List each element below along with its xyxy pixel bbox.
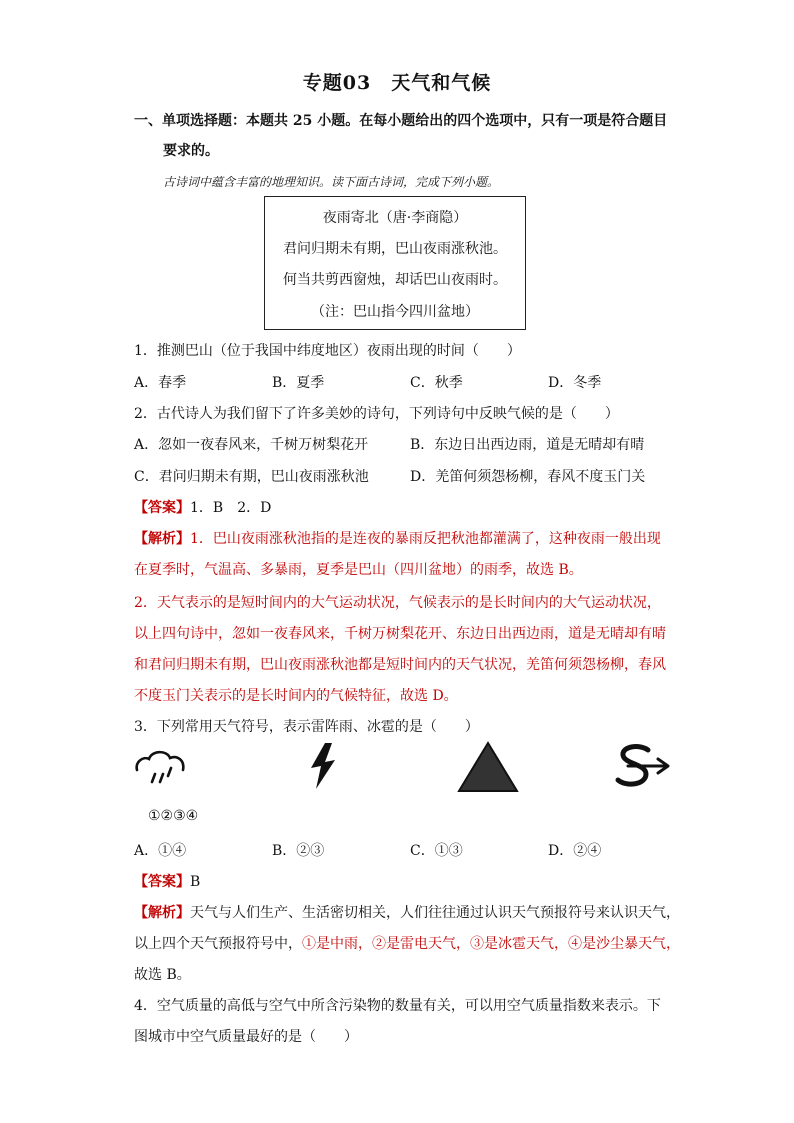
rain-cloud-icon (133, 748, 193, 788)
analysis-1-2-line: 以上四句诗中，忽如一夜春风来，千树万树梨花开、东边日出西边雨，道是无晴却有晴 (134, 626, 666, 642)
section-heading: 一、单项选择题：本题共 25 小题。在每小题给出的四个选项中，只有一项是符合题目 (134, 113, 668, 129)
analysis-1-2-line: 在夏季时，气温高、多暴雨，夏季是巴山（四川盆地）的雨季，故选 B。 (134, 562, 583, 578)
analysis-text: 1．巴山夜雨涨秋池指的是连夜的暴雨反把秋池都灌满了，这种夜雨一般出现 (190, 531, 661, 547)
analysis-1-2-line: 2．天气表示的是短时间内的大气运动状况，气候表示的是长时间内的大气运动状况， (134, 595, 661, 611)
answer-label: 【答案】 (134, 500, 190, 516)
q1-option-b: B．夏季 (272, 375, 325, 391)
q1-option-c: C．秋季 (410, 375, 463, 391)
analysis-label: 【解析】 (134, 905, 190, 921)
poem-title: 夜雨寄北（唐·李商隐） (322, 210, 468, 226)
page-title: 专题03 天气和气候 (302, 72, 492, 94)
analysis-text: 以上四个天气预报符号中， (134, 936, 302, 952)
answer-text: 1．B 2．D (190, 500, 272, 516)
q3-option-a: A．①④ (134, 843, 187, 859)
analysis-3-line (134, 933, 680, 953)
poem-line: 君问归期未有期，巴山夜雨涨秋池。 (283, 241, 507, 257)
q1-option-a: A．春季 (134, 375, 187, 391)
analysis-1-2-line (134, 528, 661, 548)
question-1-stem: 1．推测巴山（位于我国中纬度地区）夜雨出现的时间（ ） (134, 343, 521, 359)
analysis-1-2-line: 和君问归期未有期，巴山夜雨涨秋池都是短时间内的天气状况，羌笛何须怨杨柳，春风 (134, 657, 666, 673)
q2-option-d: D．羌笛何须怨杨柳，春风不度玉门关 (410, 469, 646, 485)
answer-1-2 (134, 497, 271, 517)
question-4-stem-cont: 图城市中空气质量最好的是（ ） (134, 1029, 358, 1045)
question-2-stem: 2．古代诗人为我们留下了许多美妙的诗句，下列诗句中反映气候的是（ ） (134, 406, 619, 422)
analysis-3-line: 故选 B。 (134, 967, 191, 983)
intro-text: 古诗词中蕴含丰富的地理知识。读下面古诗词，完成下列小题。 (163, 175, 500, 189)
poem-line: 何当共剪西窗烛，却话巴山夜雨时。 (283, 272, 507, 288)
analysis-label: 【解析】 (134, 531, 190, 547)
q2-option-a: A．忽如一夜春风来，千树万树梨花开 (134, 437, 369, 453)
q1-option-d: D．冬季 (548, 375, 602, 391)
answer-label: 【答案】 (134, 874, 190, 890)
analysis-text: 天气与人们生产、生活密切相关，人们往往通过认识天气预报符号来认识天气， (190, 905, 680, 921)
question-4-stem: 4．空气质量的高低与空气中所含污染物的数量有关，可以用空气质量指数来表示。下 (134, 998, 661, 1014)
q2-option-b: B．东边日出西边雨，道是无晴却有晴 (410, 437, 645, 453)
question-3-stem: 3．下列常用天气符号，表示雷阵雨、冰雹的是（ ） (134, 719, 479, 735)
symbol-labels: ①②③④ (148, 808, 199, 824)
analysis-text-highlight: ①是中雨，②是雷电天气，③是冰雹天气，④是沙尘暴天气， (302, 936, 680, 952)
q3-option-d: D．②④ (548, 843, 602, 859)
triangle-icon (457, 741, 519, 793)
answer-text: B (190, 874, 201, 890)
q2-option-c: C．君问归期未有期，巴山夜雨涨秋池 (134, 469, 369, 485)
analysis-1-2-line: 不度玉门关表示的是长时间内的气候特征，故选 D。 (134, 688, 458, 704)
section-heading-cont: 要求的。 (163, 143, 219, 159)
q3-option-c: C．①③ (410, 843, 463, 859)
q3-option-b: B．②③ (272, 843, 325, 859)
answer-3 (134, 871, 200, 891)
analysis-3-line (134, 902, 680, 922)
poem-box (264, 196, 526, 330)
poem-note: （注：巴山指今四川盆地） (311, 304, 479, 320)
lightning-icon (307, 742, 339, 790)
sandstorm-icon (614, 744, 674, 790)
